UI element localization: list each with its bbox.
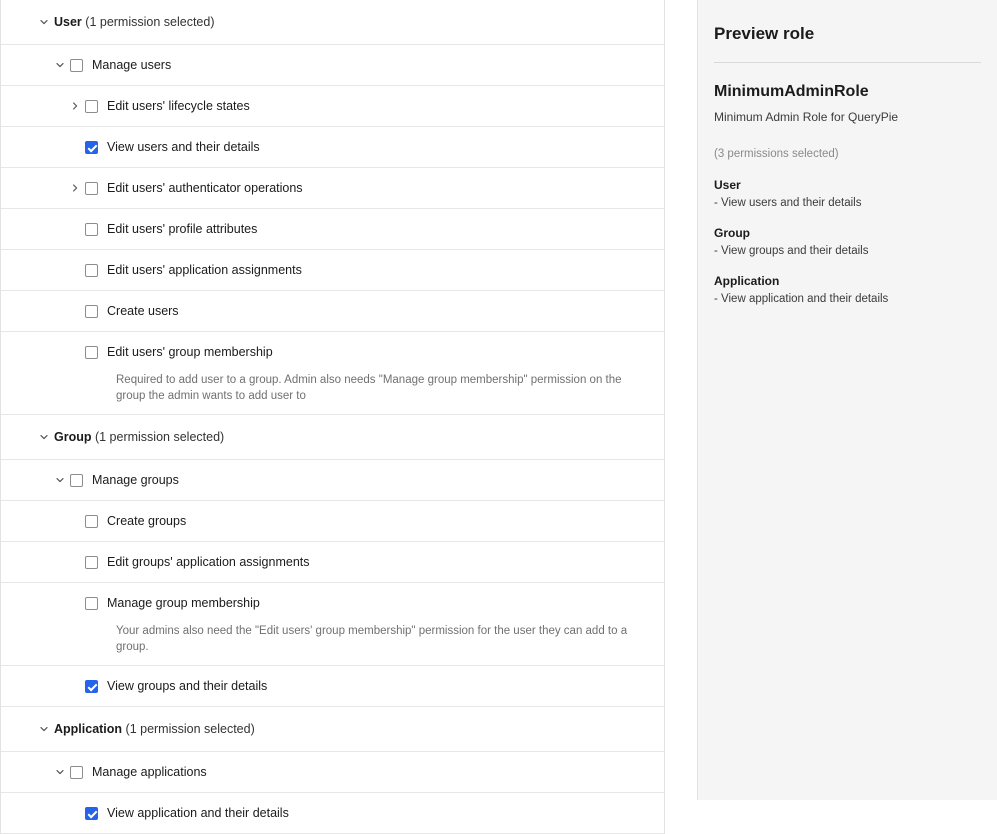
permission-row[interactable] <box>1 666 664 707</box>
chevron-right-icon[interactable] <box>65 101 85 111</box>
role-description: Minimum Admin Role for QueryPie <box>714 110 899 124</box>
role-name: MinimumAdminRole <box>714 83 869 100</box>
preview-section-title: Application <box>714 274 780 288</box>
chevron-down-icon[interactable] <box>34 724 54 734</box>
permission-checkbox[interactable] <box>85 807 98 820</box>
permission-label: Manage groups <box>92 473 179 487</box>
permission-row[interactable] <box>1 752 664 793</box>
preview-permission-count: (3 permissions selected) <box>714 148 839 160</box>
permission-row[interactable] <box>1 168 664 209</box>
chevron-down-icon[interactable] <box>50 767 70 777</box>
permission-label: Edit users' group membership <box>107 345 273 359</box>
preview-section-title: User <box>714 178 741 192</box>
permission-label: Manage users <box>92 58 172 72</box>
permission-label: View application and their details <box>107 806 289 820</box>
permission-group-header[interactable] <box>1 707 664 752</box>
permission-checkbox[interactable] <box>85 223 98 236</box>
preview-sections <box>714 178 981 305</box>
preview-section-item: - View groups and their details <box>714 245 869 257</box>
permission-checkbox[interactable] <box>85 346 98 359</box>
permission-row[interactable] <box>1 460 664 501</box>
permission-label: Edit groups' application assignments <box>107 555 310 569</box>
preview-section-item: - View users and their details <box>714 197 862 209</box>
permission-checkbox[interactable] <box>85 264 98 277</box>
permission-group-label: User (1 permission selected) <box>54 15 215 29</box>
permission-checkbox[interactable] <box>85 597 98 610</box>
chevron-right-icon[interactable] <box>65 183 85 193</box>
permission-group-header[interactable] <box>1 415 664 460</box>
preview-section <box>714 226 981 257</box>
permission-checkbox[interactable] <box>85 305 98 318</box>
permission-row[interactable] <box>1 501 664 542</box>
chevron-down-icon[interactable] <box>50 60 70 70</box>
permission-label: Create users <box>107 304 179 318</box>
permission-label: Manage group membership <box>107 596 260 610</box>
permission-checkbox[interactable] <box>70 59 83 72</box>
permission-group-header[interactable] <box>1 0 664 45</box>
permission-row[interactable] <box>1 583 664 666</box>
permission-checkbox[interactable] <box>85 100 98 113</box>
permission-row[interactable] <box>1 127 664 168</box>
permission-label: Edit users' lifecycle states <box>107 99 250 113</box>
permission-row[interactable] <box>1 86 664 127</box>
permission-description: Your admins also need the "Edit users' group membership" permission for the user they can add to a group. <box>116 625 628 653</box>
divider <box>714 62 981 63</box>
permission-row[interactable] <box>1 45 664 86</box>
permission-checkbox[interactable] <box>85 141 98 154</box>
permission-row[interactable] <box>1 250 664 291</box>
permission-label: View groups and their details <box>107 679 268 693</box>
permission-row[interactable] <box>1 332 664 415</box>
preview-section <box>714 178 981 209</box>
permission-checkbox[interactable] <box>70 474 83 487</box>
permission-label: Create groups <box>107 514 187 528</box>
preview-section <box>714 274 981 305</box>
preview-heading: Preview role <box>714 24 815 43</box>
preview-section-title: Group <box>714 226 750 240</box>
permission-group-label: Group (1 permission selected) <box>54 430 225 444</box>
permission-checkbox[interactable] <box>70 766 83 779</box>
permission-label: Edit users' profile attributes <box>107 222 258 236</box>
preview-role-pane <box>697 0 997 800</box>
permission-label: Edit users' authenticator operations <box>107 181 303 195</box>
permission-row[interactable] <box>1 793 664 834</box>
permission-checkbox[interactable] <box>85 680 98 693</box>
permission-row[interactable] <box>1 209 664 250</box>
permission-checkbox[interactable] <box>85 515 98 528</box>
permission-checkbox[interactable] <box>85 556 98 569</box>
permission-label: Manage applications <box>92 765 207 779</box>
chevron-down-icon[interactable] <box>34 17 54 27</box>
permission-description: Required to add user to a group. Admin also needs "Manage group membership" permission on the group the admin wants to add user to <box>116 374 622 402</box>
preview-section-item: - View application and their details <box>714 293 889 305</box>
permission-label: View users and their details <box>107 140 260 154</box>
permission-label: Edit users' application assignments <box>107 263 302 277</box>
chevron-down-icon[interactable] <box>34 432 54 442</box>
permission-checkbox[interactable] <box>85 182 98 195</box>
permission-row[interactable] <box>1 542 664 583</box>
permission-group-label: Application (1 permission selected) <box>54 722 255 736</box>
permission-row[interactable] <box>1 291 664 332</box>
chevron-down-icon[interactable] <box>50 475 70 485</box>
